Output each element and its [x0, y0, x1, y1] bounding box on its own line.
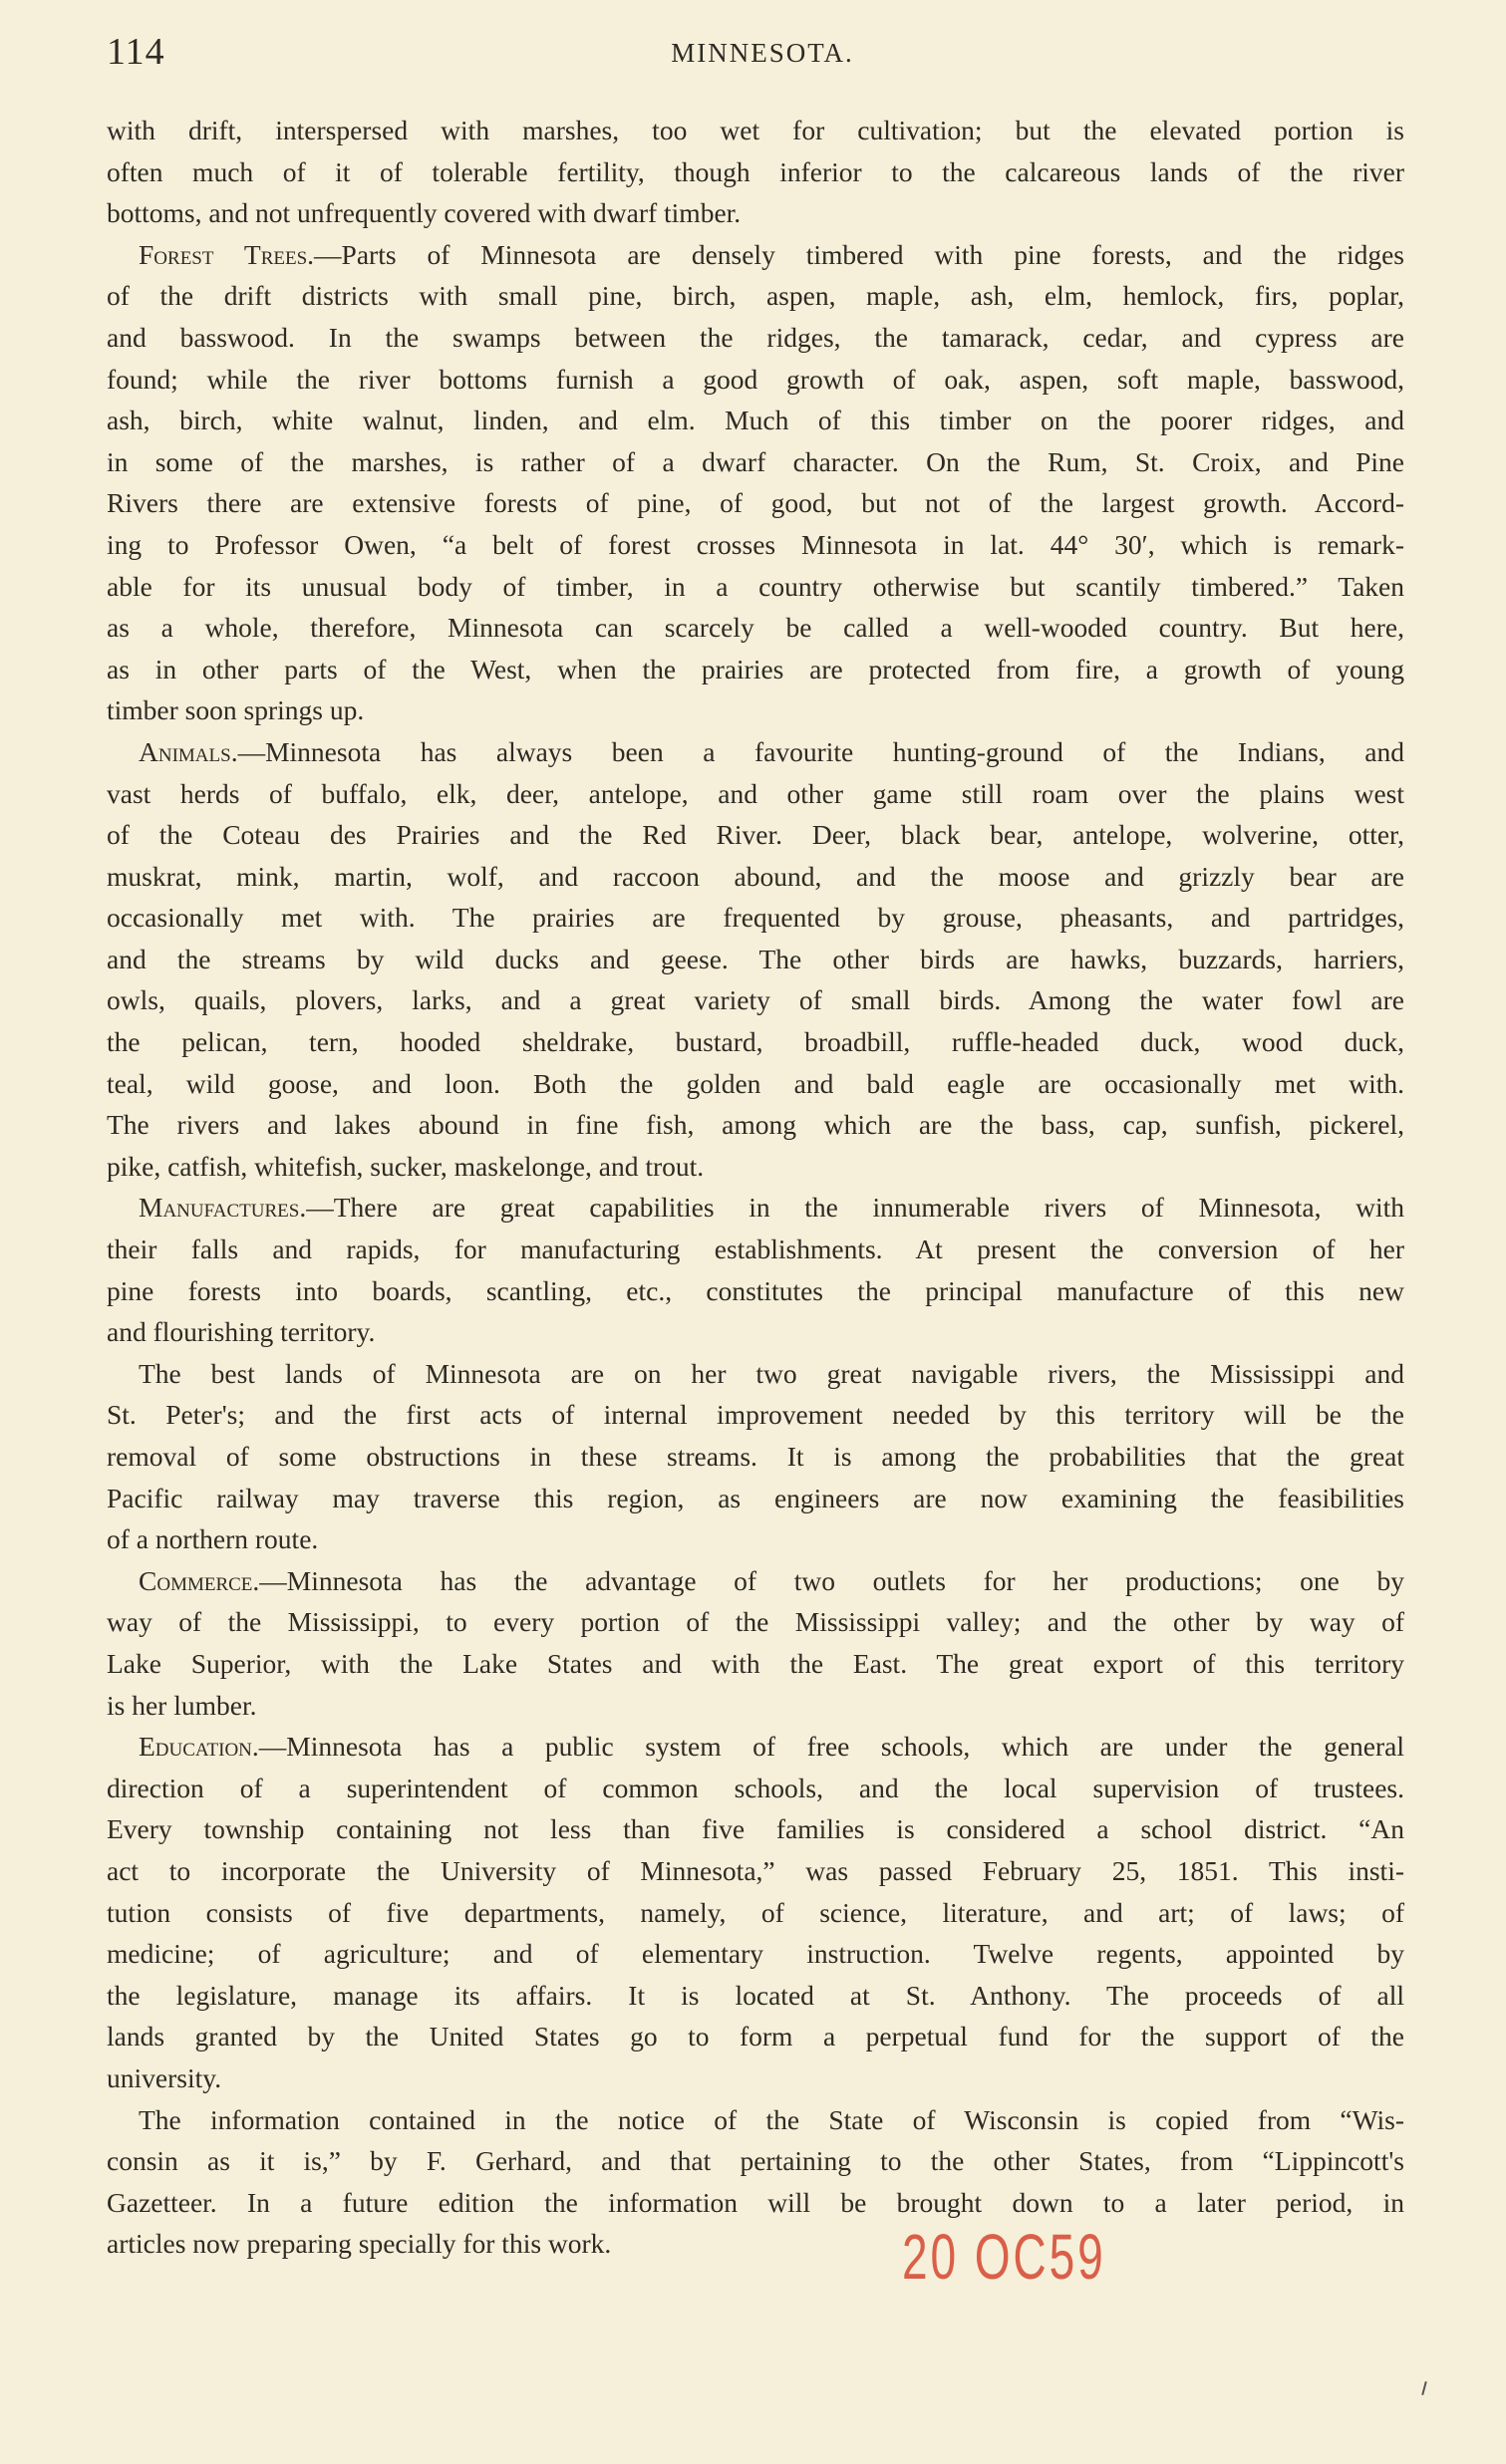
line-text: timber soon springs up.: [107, 694, 365, 726]
paragraph: [107, 110, 1404, 234]
line-text: of a northern route.: [107, 1523, 319, 1555]
text-line: [107, 1768, 1404, 1809]
line-text: lands granted by the United States go to form a perpetual fund for the support of the: [107, 2021, 1404, 2053]
line-text: and flourishing territory.: [107, 1316, 376, 1348]
line-text: their falls and rapids, for manufacturing establishments. At present the conversion of her: [107, 1233, 1404, 1265]
line-text: The best lands of Minnesota are on her two great navigable rivers, the Mississippi and: [139, 1357, 1404, 1389]
text-line: [107, 1518, 1404, 1560]
text-line: [107, 939, 1404, 980]
text-line: [107, 275, 1404, 317]
text-line: [107, 1063, 1404, 1105]
text-line: [107, 1933, 1404, 1975]
text-line: [107, 110, 1404, 151]
line-text: pine forests into boards, scantling, etc., constitutes the principal manufacture of this new: [107, 1274, 1404, 1306]
section-heading: Manufactures.—: [139, 1192, 334, 1224]
line-text: Gazetteer. In a future edition the information will be brought down to a later period, in: [107, 2186, 1404, 2218]
line-text: the pelican, tern, hooded sheldrake, bustard, broadbill, ruffle-headed duck, wood duck,: [107, 1026, 1404, 1058]
line-text: and basswood. In the swamps between the ridges, the tamarack, cedar, and cypress are: [107, 321, 1404, 353]
text-line: [107, 1643, 1404, 1685]
text-line: [107, 1850, 1404, 1892]
line-text: Rivers there are extensive forests of pine, of good, but not of the largest growth. Accord-: [107, 487, 1404, 519]
paragraph: [107, 1560, 1404, 1726]
paragraph: [107, 1187, 1404, 1352]
line-text: tution consists of five departments, namely, of science, literature, and art; of laws; of: [107, 1896, 1404, 1928]
line-text: Every township containing not less than five families is considered a school district. “An: [107, 1813, 1404, 1845]
text-line: [107, 1975, 1404, 2017]
line-text: and the streams by wild ducks and geese. The other birds are hawks, buzzards, harriers,: [107, 943, 1404, 974]
text-line: [107, 524, 1404, 566]
text-line: [107, 441, 1404, 483]
line-text: muskrat, mink, martin, wolf, and raccoon abound, and the moose and grizzly bear are: [107, 860, 1404, 892]
page-number: 114: [107, 31, 165, 73]
line-text: of the drift districts with small pine, birch, aspen, maple, ash, elm, hemlock, firs, poplar,: [107, 280, 1404, 312]
line-text: articles now preparing specially for this work.: [107, 2228, 612, 2260]
text-line: [107, 400, 1404, 441]
text-line: [107, 689, 1404, 731]
text-line: [107, 1270, 1404, 1312]
library-date-stamp: 20 OC59: [902, 2221, 1106, 2293]
line-text: of the Coteau des Prairies and the Red River. Deer, black bear, antelope, wolverine, otter,: [107, 819, 1404, 851]
line-text: St. Peter's; and the first acts of internal improvement needed by this territory will be the: [107, 1399, 1404, 1431]
line-text: Parts of Minnesota are densely timbered with pine forests, and the ridges: [341, 238, 1404, 270]
text-line: [107, 773, 1404, 815]
line-text: Minnesota has a public system of free schools, which are under the general: [286, 1731, 1404, 1763]
line-text: pike, catfish, whitefish, sucker, maskelonge, and trout.: [107, 1150, 705, 1182]
text-line: [107, 151, 1404, 193]
text-line: [107, 192, 1404, 234]
line-text: removal of some obstructions in these streams. It is among the probabilities that the great: [107, 1441, 1404, 1472]
text-line: [107, 2016, 1404, 2057]
line-text: The rivers and lakes abound in fine fish, among which are the bass, cap, sunfish, pickerel,: [107, 1109, 1404, 1141]
text-line: [107, 1146, 1404, 1188]
line-text: vast herds of buffalo, elk, deer, antelope, and other game still roam over the plains west: [107, 777, 1404, 809]
line-text: is her lumber.: [107, 1689, 257, 1721]
text-line: [107, 359, 1404, 401]
line-text: found; while the river bottoms furnish a good growth of oak, aspen, soft maple, basswood,: [107, 363, 1404, 395]
line-text: occasionally met with. The prairies are frequented by grouse, pheasants, and partridges,: [107, 902, 1404, 934]
text-line: [107, 1353, 1404, 1395]
text-line: [107, 1560, 1404, 1602]
line-text: teal, wild goose, and loon. Both the golden and bald eagle are occasionally met with.: [107, 1067, 1404, 1099]
text-line: [107, 814, 1404, 856]
paragraph: [107, 1726, 1404, 2098]
line-text: in some of the marshes, is rather of a dwarf character. On the Rum, St. Croix, and Pine: [107, 445, 1404, 477]
text-line: [107, 317, 1404, 359]
text-line: [107, 1726, 1404, 1768]
line-text: able for its unusual body of timber, in a country otherwise but scantily timbered.” Taken: [107, 570, 1404, 602]
text-line: [107, 2099, 1404, 2141]
text-line: [107, 566, 1404, 608]
text-line: [107, 1478, 1404, 1519]
line-text: way of the Mississippi, to every portion of the Mississippi valley; and the other by way of: [107, 1606, 1404, 1638]
line-text: There are great capabilities in the innumerable rivers of Minnesota, with: [333, 1192, 1404, 1224]
text-line: [107, 1601, 1404, 1643]
text-line: [107, 2057, 1404, 2099]
line-text: university.: [107, 2061, 222, 2093]
text-line: [107, 1808, 1404, 1850]
line-text: with drift, interspersed with marshes, too wet for cultivation; but the elevated portion is: [107, 115, 1404, 145]
text-line: [107, 856, 1404, 898]
section-heading: Forest Trees.—: [139, 238, 342, 270]
line-text: Pacific railway may traverse this region, as engineers are now examining the feasibilities: [107, 1482, 1404, 1513]
body-text: [107, 110, 1404, 2265]
line-text: ash, birch, white walnut, linden, and elm. Much of this timber on the poorer ridges, and: [107, 405, 1404, 436]
line-text: Minnesota has the advantage of two outlets for her productions; one by: [286, 1564, 1404, 1596]
text-line: [107, 731, 1404, 773]
text-line: [107, 2182, 1404, 2224]
text-line: [107, 1229, 1404, 1270]
line-text: bottoms, and not unfrequently covered with dwarf timber.: [107, 197, 742, 229]
text-line: [107, 1394, 1404, 1436]
text-line: [107, 2223, 1404, 2265]
text-line: [107, 1311, 1404, 1353]
text-line: [107, 1436, 1404, 1478]
text-line: [107, 897, 1404, 939]
text-line: [107, 1892, 1404, 1934]
line-text: medicine; of agriculture; and of elementary instruction. Twelve regents, appointed by: [107, 1938, 1404, 1970]
line-text: Lake Superior, with the Lake States and with the East. The great export of this territory: [107, 1647, 1404, 1679]
text-line: [107, 1187, 1404, 1229]
line-text: act to incorporate the University of Minnesota,” was passed February 25, 1851. This insti-: [107, 1854, 1404, 1886]
text-line: [107, 1104, 1404, 1146]
text-line: [107, 2140, 1404, 2182]
line-text: consin as it is,” by F. Gerhard, and that pertaining to the other States, from “Lippincott's: [107, 2145, 1404, 2177]
line-text: owls, quails, plovers, larks, and a great variety of small birds. Among the water fowl are: [107, 984, 1404, 1016]
section-heading: Education.—: [139, 1731, 287, 1763]
paragraph: [107, 234, 1404, 731]
paragraph: [107, 1353, 1404, 1560]
text-line: [107, 979, 1404, 1021]
section-heading: Commerce.—: [139, 1564, 287, 1596]
line-text: ing to Professor Owen, “a belt of forest crosses Minnesota in lat. 44° 30′, which is remark-: [107, 528, 1404, 560]
text-line: [107, 607, 1404, 649]
text-line: [107, 234, 1404, 276]
text-line: [107, 1685, 1404, 1727]
line-text: Minnesota has always been a favourite hunting-ground of the Indians, and: [265, 735, 1404, 767]
line-text: direction of a superintendent of common schools, and the local supervision of trustees.: [107, 1772, 1404, 1803]
paragraph: [107, 2099, 1404, 2265]
line-text: often much of it of tolerable fertility, though inferior to the calcareous lands of the river: [107, 155, 1404, 187]
text-line: [107, 1021, 1404, 1063]
line-text: as in other parts of the West, when the prairies are protected from fire, a growth of young: [107, 653, 1404, 684]
text-line: [107, 482, 1404, 524]
text-line: [107, 649, 1404, 690]
line-text: the legislature, manage its affairs. It is located at St. Anthony. The proceeds of all: [107, 1979, 1404, 2011]
paragraph: [107, 731, 1404, 1188]
line-text: as a whole, therefore, Minnesota can scarcely be called a well-wooded country. But here,: [107, 612, 1404, 644]
section-heading: Animals.—: [139, 735, 266, 767]
line-text: The information contained in the notice of the State of Wisconsin is copied from “Wis-: [139, 2103, 1404, 2135]
stray-mark: [1421, 2381, 1427, 2395]
running-title: MINNESOTA.: [671, 38, 854, 68]
